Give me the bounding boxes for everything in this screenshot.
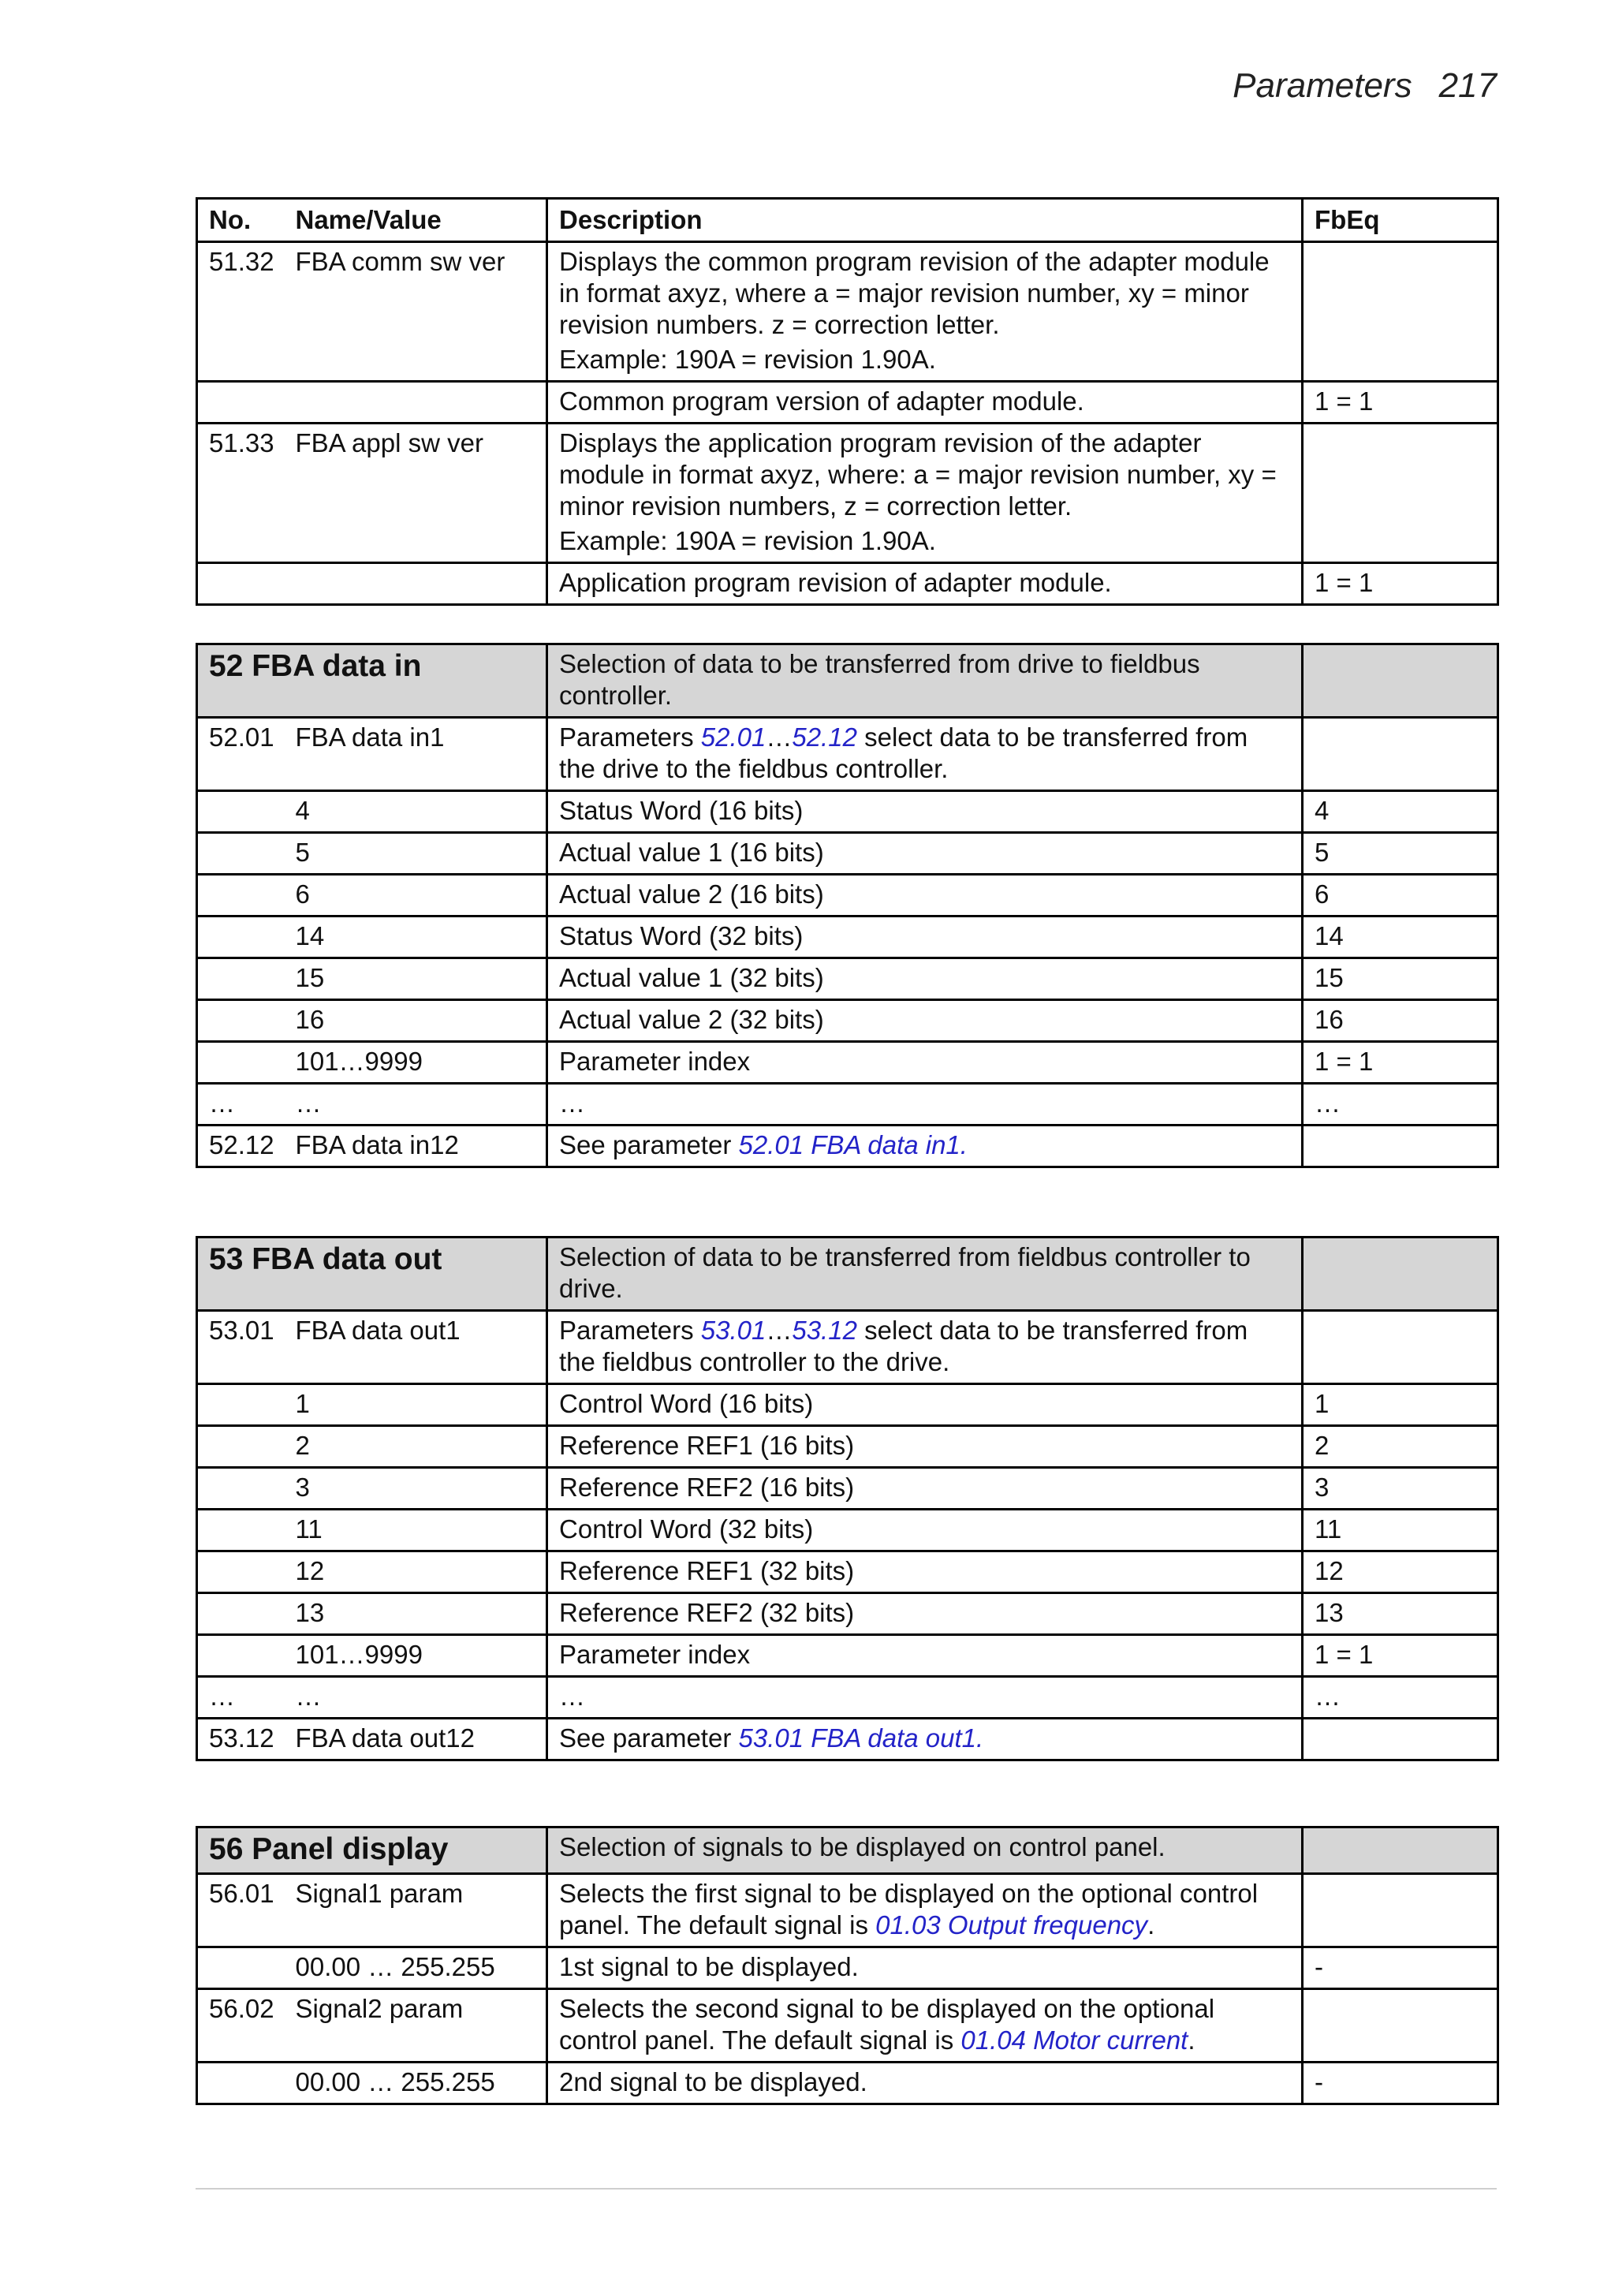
col-header-name: Name/Value: [285, 199, 547, 242]
param-description: [547, 1874, 1303, 1947]
param-no: [197, 1000, 285, 1042]
description-text: select data to be transferred from the drive to the fieldbus controller.: [559, 722, 1248, 783]
param-description: Actual value 2 (32 bits): [547, 1000, 1303, 1042]
table-row: [197, 242, 1498, 382]
param-value: 4: [285, 791, 547, 833]
param-fbeq: 16: [1303, 1000, 1498, 1042]
param-name: FBA appl sw ver: [285, 424, 547, 563]
param-description: [547, 1311, 1303, 1384]
group-title: [197, 644, 547, 718]
table-row: [197, 1989, 1498, 2063]
param-name: FBA data in12: [285, 1126, 547, 1167]
group-header-row: [197, 1238, 1498, 1311]
param-value: 15: [285, 958, 547, 1000]
param-value: 101…9999: [285, 1635, 547, 1677]
description-text: See parameter: [559, 1130, 739, 1159]
param-value: 00.00 … 255.255: [285, 2063, 547, 2104]
param-value: 11: [285, 1510, 547, 1551]
table-row: [197, 1426, 1498, 1468]
col-header-no: No.: [197, 199, 285, 242]
param-fbeq: 1 = 1: [1303, 563, 1498, 605]
table-row: [197, 1510, 1498, 1551]
param-fbeq: 3: [1303, 1468, 1498, 1510]
table-row: [197, 2063, 1498, 2104]
param-name: FBA data out1: [285, 1311, 547, 1384]
description-text: See parameter: [559, 1723, 739, 1753]
param-fbeq: 13: [1303, 1593, 1498, 1635]
param-fbeq: 12: [1303, 1551, 1498, 1593]
param-value: 00.00 … 255.255: [285, 1947, 547, 1989]
param-fbeq: 11: [1303, 1510, 1498, 1551]
param-fbeq: [1303, 718, 1498, 791]
param-no: 51.32: [197, 242, 285, 382]
group-title: [197, 1827, 547, 1874]
page-number: 217: [1438, 66, 1497, 105]
param-value: 12: [285, 1551, 547, 1593]
param-name: FBA comm sw ver: [285, 242, 547, 382]
param-fbeq: -: [1303, 1947, 1498, 1989]
param-description: Reference REF1 (32 bits): [547, 1551, 1303, 1593]
table-row: [197, 1468, 1498, 1510]
description-text: .: [975, 1723, 984, 1753]
parameter-table-51: [196, 197, 1499, 606]
param-fbeq: 1 = 1: [1303, 1042, 1498, 1084]
param-no: 51.33: [197, 424, 285, 563]
param-no: [197, 1468, 285, 1510]
param-description: Actual value 1 (32 bits): [547, 958, 1303, 1000]
group-fbeq: [1303, 1827, 1498, 1874]
param-no: 53.01: [197, 1311, 285, 1384]
param-name: [285, 563, 547, 605]
param-fbeq: 4: [1303, 791, 1498, 833]
param-fbeq: 15: [1303, 958, 1498, 1000]
param-fbeq: 6: [1303, 875, 1498, 917]
param-no: [197, 1947, 285, 1989]
param-link[interactable]: 52.12: [792, 722, 857, 752]
param-description: Status Word (32 bits): [547, 917, 1303, 958]
param-fbeq: 2: [1303, 1426, 1498, 1468]
param-no: [197, 791, 285, 833]
param-no: [197, 1426, 285, 1468]
param-no: [197, 1635, 285, 1677]
param-link[interactable]: 53.01 FBA data out1: [738, 1723, 976, 1753]
table-row: [197, 833, 1498, 875]
param-description: [547, 1719, 1303, 1760]
param-fbeq: 14: [1303, 917, 1498, 958]
table-row: [197, 1719, 1498, 1760]
description-text: .: [960, 1130, 968, 1159]
param-no: [197, 1510, 285, 1551]
param-description: [547, 424, 1303, 563]
param-name: FBA data out12: [285, 1719, 547, 1760]
param-value: 14: [285, 917, 547, 958]
param-fbeq: 1: [1303, 1384, 1498, 1426]
param-fbeq: [1303, 1311, 1498, 1384]
param-description: 2nd signal to be displayed.: [547, 2063, 1303, 2104]
param-value: 16: [285, 1000, 547, 1042]
description-text: Displays the common program revision of the adapter module in format axyz, where a = major revision number, xy = minor revision numbers. z = correction letter.: [559, 247, 1270, 339]
param-value: 101…9999: [285, 1042, 547, 1084]
group-description: Selection of data to be transferred from fieldbus controller to drive.: [547, 1238, 1303, 1311]
param-fbeq: [1303, 1126, 1498, 1167]
parameter-table-53: [196, 1236, 1499, 1761]
param-fbeq: [1303, 1989, 1498, 2063]
param-value: 13: [285, 1593, 547, 1635]
param-no: [197, 875, 285, 917]
param-description: Application program revision of adapter module.: [547, 563, 1303, 605]
col-header-fbeq: FbEq: [1303, 199, 1498, 242]
param-description: [547, 1126, 1303, 1167]
param-value: 6: [285, 875, 547, 917]
footer-divider: [196, 2188, 1497, 2190]
description-text: Selects the first signal to be displayed on the optional control panel. The default signal is: [559, 1879, 1259, 1939]
description-text: Parameters: [559, 722, 701, 752]
group-description: Selection of data to be transferred from drive to fieldbus controller.: [547, 644, 1303, 718]
table-row: [197, 1874, 1498, 1947]
table-row: [197, 718, 1498, 791]
param-description: Reference REF2 (16 bits): [547, 1468, 1303, 1510]
param-description: [547, 1989, 1303, 2063]
param-no: 56.01: [197, 1874, 285, 1947]
param-fbeq: -: [1303, 2063, 1498, 2104]
ellipsis: …: [1303, 1677, 1498, 1719]
description-example: Example: 190A = revision 1.90A.: [559, 345, 936, 374]
param-link[interactable]: 01.03 Output frequency: [875, 1910, 1148, 1939]
table-row: [197, 1593, 1498, 1635]
param-value: 3: [285, 1468, 547, 1510]
param-fbeq: 1 = 1: [1303, 382, 1498, 424]
param-description: [547, 242, 1303, 382]
ellipsis-row: [197, 1084, 1498, 1126]
ellipsis: …: [547, 1677, 1303, 1719]
param-fbeq: 5: [1303, 833, 1498, 875]
param-no: [197, 1593, 285, 1635]
group-title-text: 52 FBA data in: [209, 649, 422, 683]
table-row: [197, 1000, 1498, 1042]
ellipsis-row: [197, 1677, 1498, 1719]
ellipsis: …: [285, 1084, 547, 1126]
param-description: Control Word (16 bits): [547, 1384, 1303, 1426]
description-text: Selects the second signal to be displayed on the optional control panel. The default signal is: [559, 1994, 1215, 2055]
group-title-text: 53 FBA data out: [209, 1242, 442, 1276]
param-description: Parameter index: [547, 1042, 1303, 1084]
group-title: [197, 1238, 547, 1311]
param-no: 56.02: [197, 1989, 285, 2063]
param-link[interactable]: 53.01: [700, 1316, 766, 1345]
param-value: 1: [285, 1384, 547, 1426]
param-description: [547, 718, 1303, 791]
param-fbeq: 1 = 1: [1303, 1635, 1498, 1677]
description-text: Displays the application program revision of the adapter module in format axyz, where: a = major revision number, xy = minor revision numbers, z = correction letter.: [559, 428, 1277, 521]
param-link[interactable]: 01.04 Motor current: [960, 2025, 1188, 2055]
table-row: [197, 875, 1498, 917]
param-no: [197, 917, 285, 958]
table-row: [197, 382, 1498, 424]
param-no: [197, 1042, 285, 1084]
param-fbeq: [1303, 242, 1498, 382]
param-no: [197, 1384, 285, 1426]
description-text: Parameters: [559, 1316, 701, 1345]
description-text: .: [1147, 1910, 1155, 1939]
ellipsis: …: [197, 1677, 285, 1719]
ellipsis: …: [547, 1084, 1303, 1126]
param-no: [197, 833, 285, 875]
param-name: [285, 382, 547, 424]
param-name: FBA data in1: [285, 718, 547, 791]
ellipsis: …: [1303, 1084, 1498, 1126]
param-fbeq: [1303, 424, 1498, 563]
table-row: [197, 1311, 1498, 1384]
param-link[interactable]: 52.01: [700, 722, 766, 752]
param-link[interactable]: 52.01 FBA data in1: [738, 1130, 960, 1159]
table-row: [197, 1126, 1498, 1167]
param-description: Common program version of adapter module.: [547, 382, 1303, 424]
table-row: [197, 1042, 1498, 1084]
param-no: 53.12: [197, 1719, 285, 1760]
param-fbeq: [1303, 1719, 1498, 1760]
param-no: [197, 382, 285, 424]
group-header-row: [197, 1827, 1498, 1874]
param-description: Control Word (32 bits): [547, 1510, 1303, 1551]
ellipsis: …: [197, 1084, 285, 1126]
param-name: Signal1 param: [285, 1874, 547, 1947]
param-no: [197, 958, 285, 1000]
table-header-row: [197, 199, 1498, 242]
param-description: Reference REF1 (16 bits): [547, 1426, 1303, 1468]
param-description: Actual value 2 (16 bits): [547, 875, 1303, 917]
param-description: 1st signal to be displayed.: [547, 1947, 1303, 1989]
table-row: [197, 917, 1498, 958]
param-description: Actual value 1 (16 bits): [547, 833, 1303, 875]
table-row: [197, 1635, 1498, 1677]
description-text: .: [1188, 2025, 1195, 2055]
description-example: Example: 190A = revision 1.90A.: [559, 526, 936, 555]
param-description: Status Word (16 bits): [547, 791, 1303, 833]
param-no: [197, 563, 285, 605]
section-title: Parameters: [1233, 66, 1412, 105]
range-separator: …: [766, 722, 793, 752]
param-fbeq: [1303, 1874, 1498, 1947]
param-name: Signal2 param: [285, 1989, 547, 2063]
table-row: [197, 424, 1498, 563]
table-row: [197, 958, 1498, 1000]
table-row: [197, 1551, 1498, 1593]
table-row: [197, 1384, 1498, 1426]
param-no: [197, 2063, 285, 2104]
param-value: 2: [285, 1426, 547, 1468]
parameter-table-56: [196, 1826, 1499, 2105]
group-description: Selection of signals to be displayed on control panel.: [547, 1827, 1303, 1874]
page-header: [1233, 66, 1497, 106]
description-text: select data to be transferred from the fieldbus controller to the drive.: [559, 1316, 1248, 1376]
param-no: [197, 1551, 285, 1593]
param-value: 5: [285, 833, 547, 875]
group-fbeq: [1303, 1238, 1498, 1311]
param-link[interactable]: 53.12: [792, 1316, 857, 1345]
table-row: [197, 563, 1498, 605]
group-header-row: [197, 644, 1498, 718]
param-no: 52.12: [197, 1126, 285, 1167]
param-description: Parameter index: [547, 1635, 1303, 1677]
ellipsis: …: [285, 1677, 547, 1719]
param-description: Reference REF2 (32 bits): [547, 1593, 1303, 1635]
parameter-table-52: [196, 643, 1499, 1168]
group-fbeq: [1303, 644, 1498, 718]
range-separator: …: [766, 1316, 793, 1345]
param-no: 52.01: [197, 718, 285, 791]
group-title-text: 56 Panel display: [209, 1832, 449, 1866]
table-row: [197, 1947, 1498, 1989]
col-header-description: Description: [547, 199, 1303, 242]
table-row: [197, 791, 1498, 833]
